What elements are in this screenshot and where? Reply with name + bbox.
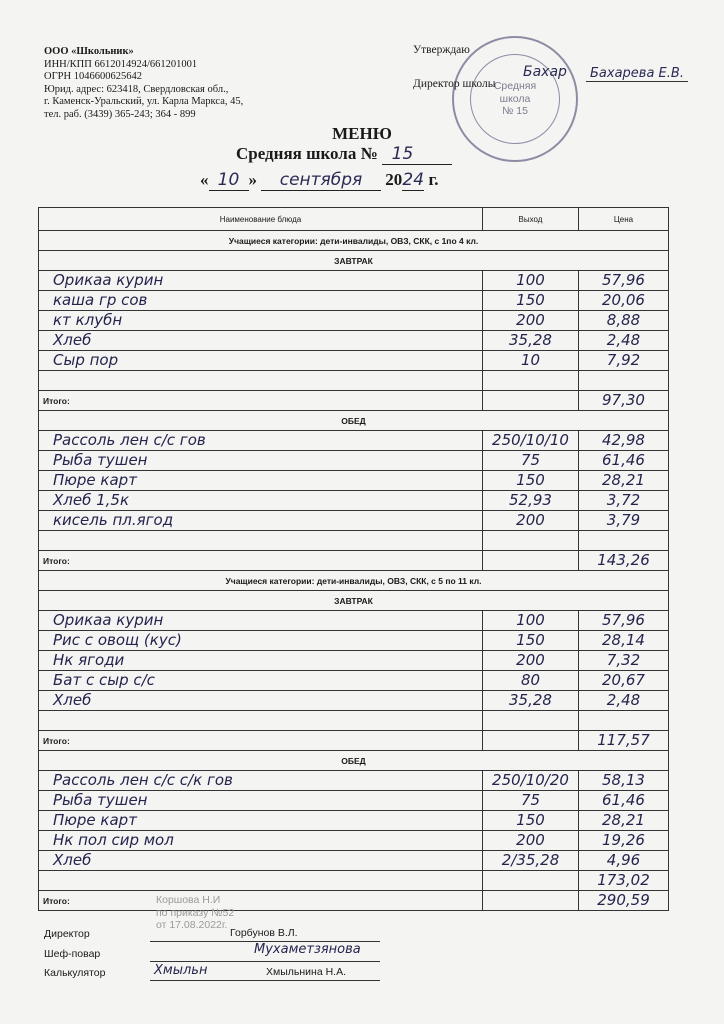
seal-line-2: школа [499, 92, 531, 105]
table-row [39, 531, 669, 551]
price-cell [579, 691, 669, 711]
dish-name: Пюре карт [53, 471, 137, 489]
total-price: 290,59 [597, 891, 650, 909]
dish-name: Хлеб 1,5к [53, 491, 130, 509]
dish-output: 250/10/20 [492, 771, 569, 789]
output-cell [483, 291, 579, 311]
dish-cell [39, 491, 483, 511]
total-output [483, 391, 579, 411]
dish-name: Рассоль лен с/с гов [53, 431, 206, 449]
dish-name: Нк ягоди [53, 651, 125, 669]
ghost-stamp-line-3: от 17.08.2022г. [156, 919, 228, 931]
dish-output: 200 [516, 311, 545, 329]
meal-title: ЗАВТРАК [39, 591, 669, 611]
output-cell [483, 371, 579, 391]
price-cell [579, 471, 669, 491]
dish-output: 200 [516, 511, 545, 529]
dish-name: Хлеб [53, 851, 92, 869]
menu-date [200, 170, 439, 191]
dish-output: 150 [516, 811, 545, 829]
total-price: 117,57 [597, 731, 650, 749]
chef-label: Шеф-повар [44, 947, 101, 960]
output-cell [483, 271, 579, 291]
output-cell [483, 811, 579, 831]
price-cell [579, 291, 669, 311]
price-cell [579, 671, 669, 691]
output-cell [483, 831, 579, 851]
dish-output: 35,28 [509, 331, 552, 349]
year-prefix: 20 [385, 170, 403, 189]
dish-name: кт клубн [53, 311, 123, 329]
total-price-cell [579, 891, 669, 911]
org-name: ООО «Школьник» [44, 46, 134, 57]
ghost-stamp [156, 894, 234, 932]
calculator-signature: Хмыльн [154, 963, 208, 978]
dish-cell [39, 291, 483, 311]
dish-cell [39, 851, 483, 871]
dish-name: Рыба тушен [53, 451, 148, 469]
total-row [39, 891, 669, 911]
total-price-cell [579, 551, 669, 571]
dish-output: 10 [520, 351, 541, 369]
table-row [39, 851, 669, 871]
table-row [39, 511, 669, 531]
output-cell [483, 491, 579, 511]
output-cell [483, 511, 579, 531]
price-cell [579, 371, 669, 391]
total-price-cell [579, 731, 669, 751]
dish-cell [39, 531, 483, 551]
dish-cell [39, 351, 483, 371]
price-cell [579, 631, 669, 651]
header-dish: Наименование блюда [39, 208, 483, 231]
dish-name [43, 371, 53, 389]
header-output: Выход [483, 208, 579, 231]
price-cell [579, 491, 669, 511]
price-cell [579, 651, 669, 671]
dish-output: 200 [516, 831, 545, 849]
school-number: 15 [382, 144, 452, 165]
output-cell [483, 531, 579, 551]
table-row [39, 871, 669, 891]
dish-name: Рассоль лен с/с с/к гов [53, 771, 233, 789]
date-day: 10 [209, 170, 249, 191]
table-row [39, 611, 669, 631]
dish-price: 20,67 [602, 671, 645, 689]
total-row [39, 731, 669, 751]
price-cell [579, 451, 669, 471]
table-row [39, 711, 669, 731]
year-end: г. [428, 170, 439, 189]
dish-price: 42,98 [602, 431, 645, 449]
meal-title: ЗАВТРАК [39, 251, 669, 271]
dish-price: 57,96 [602, 271, 645, 289]
dish-price: 7,92 [606, 351, 641, 369]
dish-output: 80 [520, 671, 541, 689]
price-cell [579, 811, 669, 831]
output-cell [483, 431, 579, 451]
dish-cell [39, 791, 483, 811]
table-row [39, 291, 669, 311]
total-label: Итого: [39, 391, 483, 411]
dish-cell [39, 451, 483, 471]
dish-output: 150 [516, 291, 545, 309]
output-cell [483, 691, 579, 711]
price-cell [579, 791, 669, 811]
total-output [483, 551, 579, 571]
dish-price: 4,96 [606, 851, 641, 869]
school-prefix: Средняя школа № [236, 144, 378, 163]
table-row [39, 311, 669, 331]
price-cell [579, 311, 669, 331]
price-cell [579, 711, 669, 731]
dish-price: 28,21 [602, 471, 645, 489]
org-details [44, 46, 243, 122]
dish-cell [39, 811, 483, 831]
dish-name: Сыр пор [53, 351, 119, 369]
total-label: Итого: [39, 551, 483, 571]
dish-price: 7,32 [606, 651, 641, 669]
dish-name [43, 531, 53, 549]
dish-cell [39, 271, 483, 291]
table-row [39, 631, 669, 651]
output-cell [483, 771, 579, 791]
dish-cell [39, 631, 483, 651]
approval-label: Утверждаю [413, 44, 470, 56]
dish-cell [39, 331, 483, 351]
total-row [39, 391, 669, 411]
dish-name: Рис с овощ (кус) [53, 631, 182, 649]
dish-name: Хлеб [53, 691, 92, 709]
dish-cell [39, 651, 483, 671]
date-close-quote: » [248, 170, 257, 189]
dish-price: 19,26 [602, 831, 645, 849]
ghost-stamp-line-2: по приказу №52 [156, 906, 235, 919]
org-address-1: Юрид. адрес: 623418, Свердловская обл., [44, 83, 229, 95]
date-open-quote: « [200, 170, 209, 189]
total-price-cell [579, 391, 669, 411]
year-suffix: 24 [402, 170, 425, 190]
dish-output: 150 [516, 631, 545, 649]
dish-cell [39, 431, 483, 451]
dish-name: Пюре карт [53, 811, 137, 829]
table-row [39, 811, 669, 831]
price-cell [579, 331, 669, 351]
dish-name: Хлеб [53, 331, 92, 349]
dish-name: Бат с сыр с/с [53, 671, 155, 689]
dish-cell [39, 371, 483, 391]
output-cell [483, 351, 579, 371]
price-cell [579, 351, 669, 371]
chef-signature: Мухаметзянова [254, 941, 361, 957]
dish-cell [39, 771, 483, 791]
price-cell [579, 851, 669, 871]
table-row [39, 671, 669, 691]
table-row [39, 471, 669, 491]
seal-line-3: № 15 [502, 105, 528, 117]
total-label: Итого: [39, 731, 483, 751]
dish-name: Орикаа курин [53, 611, 164, 629]
dish-cell [39, 691, 483, 711]
dish-price: 58,13 [602, 771, 645, 789]
price-cell [579, 771, 669, 791]
category-title: Учащиеся категории: дети-инвалиды, ОВЗ, СКК, с 5 по 11 кл. [39, 571, 669, 591]
dish-name: Рыба тушен [53, 791, 148, 809]
dish-cell [39, 671, 483, 691]
table-row [39, 371, 669, 391]
dish-output: 52,93 [509, 491, 552, 509]
dish-price: 3,72 [606, 491, 641, 509]
output-cell [483, 851, 579, 871]
total-output [483, 731, 579, 751]
table-row [39, 331, 669, 351]
price-cell [579, 271, 669, 291]
category-title: Учащиеся категории: дети-инвалиды, ОВЗ, СКК, с 1по 4 кл. [39, 231, 669, 251]
dish-name [43, 871, 53, 889]
output-cell [483, 671, 579, 691]
dish-price: 28,21 [602, 811, 645, 829]
meal-title: ОБЕД [39, 751, 669, 771]
director-signature: Бахар [523, 64, 567, 80]
output-cell [483, 611, 579, 631]
output-cell [483, 651, 579, 671]
director-name: Горбунов В.Л. [230, 927, 298, 939]
dish-price: 61,46 [602, 791, 645, 809]
total-output [483, 891, 579, 911]
table-row [39, 771, 669, 791]
dish-price: 20,06 [602, 291, 645, 309]
price-cell [579, 611, 669, 631]
org-address-2: г. Каменск-Уральский, ул. Карла Маркса, 45, [44, 96, 244, 108]
dish-output: 100 [516, 271, 545, 289]
dish-cell [39, 471, 483, 491]
dish-price: 8,88 [606, 311, 641, 329]
total-row [39, 551, 669, 571]
output-cell [483, 311, 579, 331]
output-cell [483, 871, 579, 891]
price-cell [579, 431, 669, 451]
output-cell [483, 331, 579, 351]
table-row [39, 491, 669, 511]
table-row [39, 431, 669, 451]
table-row [39, 691, 669, 711]
dish-output: 150 [516, 471, 545, 489]
date-month: сентября [261, 170, 381, 191]
price-cell [579, 871, 669, 891]
dish-price: 173,02 [597, 871, 650, 889]
page-title: МЕНЮ [332, 124, 392, 143]
dish-name: кисель пл.ягод [53, 511, 174, 529]
dish-cell [39, 831, 483, 851]
output-cell [483, 711, 579, 731]
dish-price: 2,48 [606, 331, 641, 349]
table-row [39, 271, 669, 291]
dish-name: Нк пол сир мол [53, 831, 174, 849]
table-row [39, 351, 669, 371]
dish-output: 100 [516, 611, 545, 629]
output-cell [483, 631, 579, 651]
output-cell [483, 451, 579, 471]
dish-name: каша гр сов [53, 291, 148, 309]
dish-output: 75 [520, 791, 541, 809]
dish-cell [39, 711, 483, 731]
dish-price: 28,14 [602, 631, 645, 649]
director-label: Директор [44, 928, 90, 940]
dish-cell [39, 871, 483, 891]
output-cell [483, 791, 579, 811]
dish-output: 35,28 [509, 691, 552, 709]
seal-line-1: Средняя [493, 80, 537, 92]
table-row [39, 791, 669, 811]
price-cell [579, 831, 669, 851]
dish-output: 2/35,28 [501, 851, 560, 869]
total-price: 143,26 [597, 551, 650, 569]
dish-price: 2,48 [606, 691, 641, 709]
dish-output: 200 [516, 651, 545, 669]
org-ogrn: ОГРН 1046600625642 [44, 71, 142, 83]
header-price: Цена [579, 208, 669, 231]
school-line [236, 144, 452, 165]
dish-output: 75 [520, 451, 541, 469]
total-label: Итого: [39, 891, 483, 911]
menu-table [38, 207, 669, 911]
table-row [39, 451, 669, 471]
org-phone: тел. раб. (3439) 365-243; 364 - 899 [44, 108, 196, 120]
org-inn: ИНН/КПП 6612014924/661201001 [44, 58, 198, 70]
dish-name: Орикаа курин [53, 271, 164, 289]
meal-title: ОБЕД [39, 411, 669, 431]
ghost-stamp-line-1: Коршова Н.И [156, 894, 221, 906]
price-cell [579, 511, 669, 531]
dish-output: 250/10/10 [492, 431, 569, 449]
dish-name [43, 711, 53, 729]
total-price: 97,30 [602, 391, 645, 409]
dish-price: 57,96 [602, 611, 645, 629]
table-row [39, 651, 669, 671]
dish-cell [39, 311, 483, 331]
price-cell [579, 531, 669, 551]
output-cell [483, 471, 579, 491]
dish-price: 61,46 [602, 451, 645, 469]
table-row [39, 831, 669, 851]
director-school-name: Бахарева Е.В. [586, 66, 688, 82]
calculator-label: Калькулятор [44, 967, 106, 979]
calculator-name: Хмыльнина Н.А. [266, 966, 347, 978]
director-school-label: Директор школы [413, 78, 496, 90]
dish-price: 3,79 [606, 511, 641, 529]
dish-cell [39, 511, 483, 531]
dish-cell [39, 611, 483, 631]
